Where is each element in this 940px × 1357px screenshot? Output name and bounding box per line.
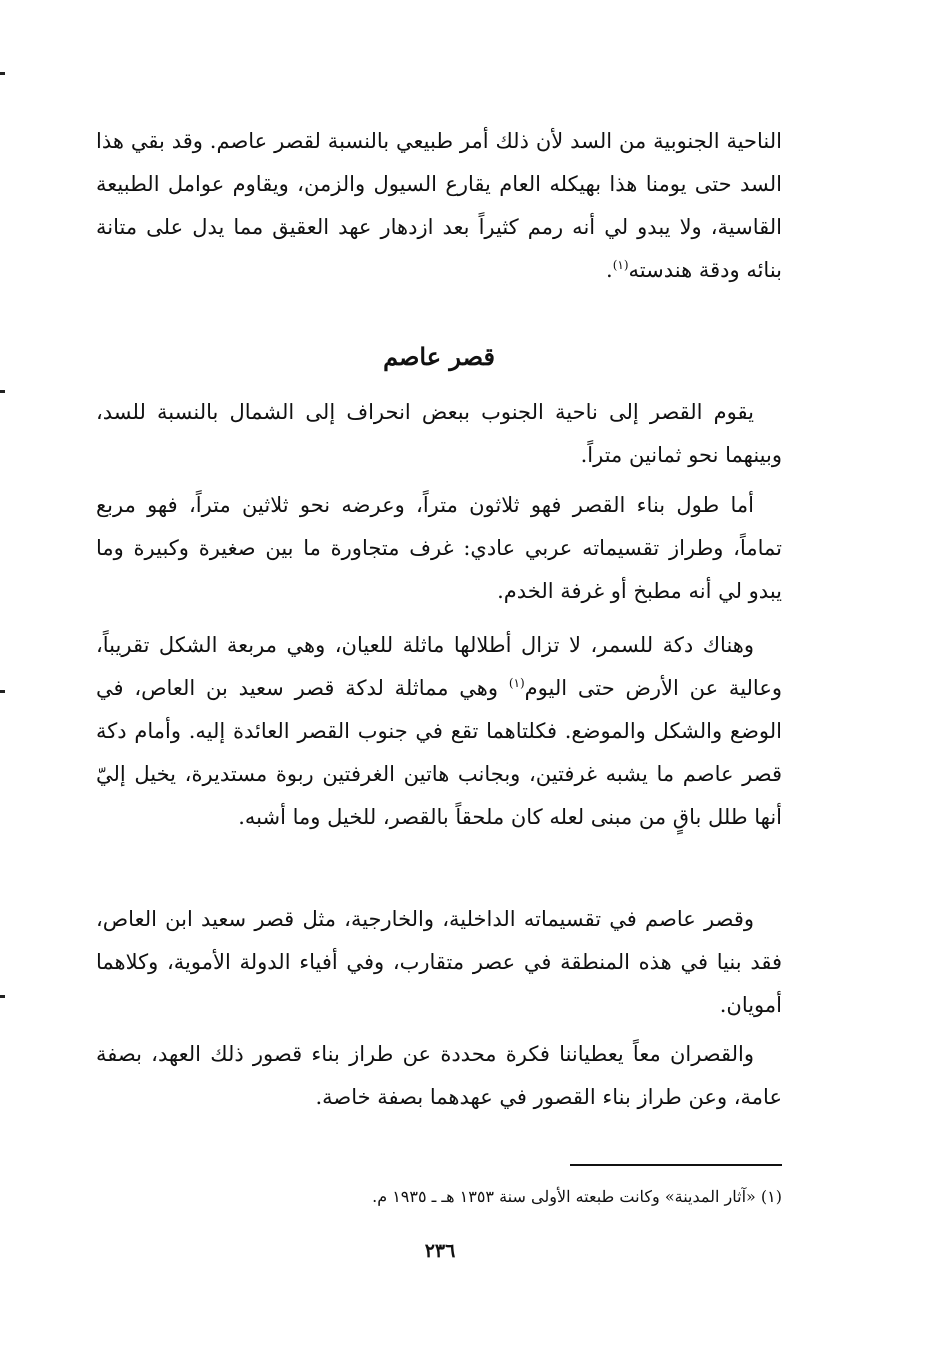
paragraph-3-end: وهي مماثلة لدكة قصر سعيد بن العاص، في الوضع والشكل والموضع. فكلتاهما تقع في جنوب القصر العائدة إليه. وأمام دكة قصر عاصم ما يشبه غرفتين، وبجانب هاتين الغرفتين ربوة مستديرة، يخيل إليّ أنها طلل باقٍ من مبنى لعله كان ملحقاً بالقصر، للخيل وما أشبه. — [96, 676, 782, 829]
paragraph-5: والقصران معاً يعطياننا فكرة محددة عن طراز بناء قصور ذلك العهد، بصفة عامة، وعن طراز بناء القصور في عهدهما بصفة خاصة. — [96, 1042, 782, 1109]
intro-paragraph — [96, 120, 782, 292]
footnote-divider — [570, 1164, 782, 1166]
paragraph-1: يقوم القصر إلى ناحية الجنوب ببعض انحراف إلى الشمال بالنسبة للسد، وبينهما نحو ثمانين متراً. — [96, 400, 782, 467]
paragraph-2: أما طول بناء القصر فهو ثلاثون متراً، وعرضه نحو ثلاثين متراً، فهو مربع تماماً، وطراز تقسيماته عربي عادي: غرف متجاورة ما بين صغيرة وكبيرة وما يبدو لي أنه مطبخ أو غرفة الخدم. — [96, 493, 782, 603]
scan-edge-mark — [0, 995, 5, 998]
footnote-text: (١) «آثار المدينة» وكانت طبعته الأولى سنة ١٣٥٣ هـ ـ ١٩٣٥ م. — [372, 1187, 782, 1206]
scan-edge-mark — [0, 390, 5, 393]
paragraph-3-start: وهناك دكة للسمر، لا تزال أطلالها ماثلة للعيان، وهي مربعة الشكل تقريباً، وعالية عن الأرض حتى اليوم — [96, 633, 782, 700]
footnote-reference: (١) — [612, 258, 629, 272]
intro-paragraph-text: الناحية الجنوبية من السد لأن ذلك أمر طبيعي بالنسبة لقصر عاصم. وقد بقي هذا السد حتى يومنا هذا بهيكله العام يقارع السيول والزمن، ويقاوم عوامل الطبيعة القاسية، ولا يبدو لي أنه رمم كثيراً بعد ازدهار عهد العقيق مما يدل على متانة بنائه ودقة هندسته — [96, 129, 782, 282]
section-heading: قصر عاصم — [383, 342, 495, 371]
paragraph-3 — [96, 624, 782, 839]
page-number: ٢٣٦ — [424, 1240, 456, 1262]
paragraph-4: وقصر عاصم في تقسيماته الداخلية، والخارجية، مثل قصر سعيد ابن العاص، فقد بنيا في هذه المنطقة في عصر متقارب، وفي أفياء الدولة الأموية، وكلاهما أمويان. — [96, 907, 782, 1017]
scan-edge-mark — [0, 72, 5, 75]
intro-paragraph-end: . — [606, 258, 613, 282]
scan-edge-mark — [0, 690, 5, 693]
footnote-reference: (١) — [508, 676, 525, 690]
